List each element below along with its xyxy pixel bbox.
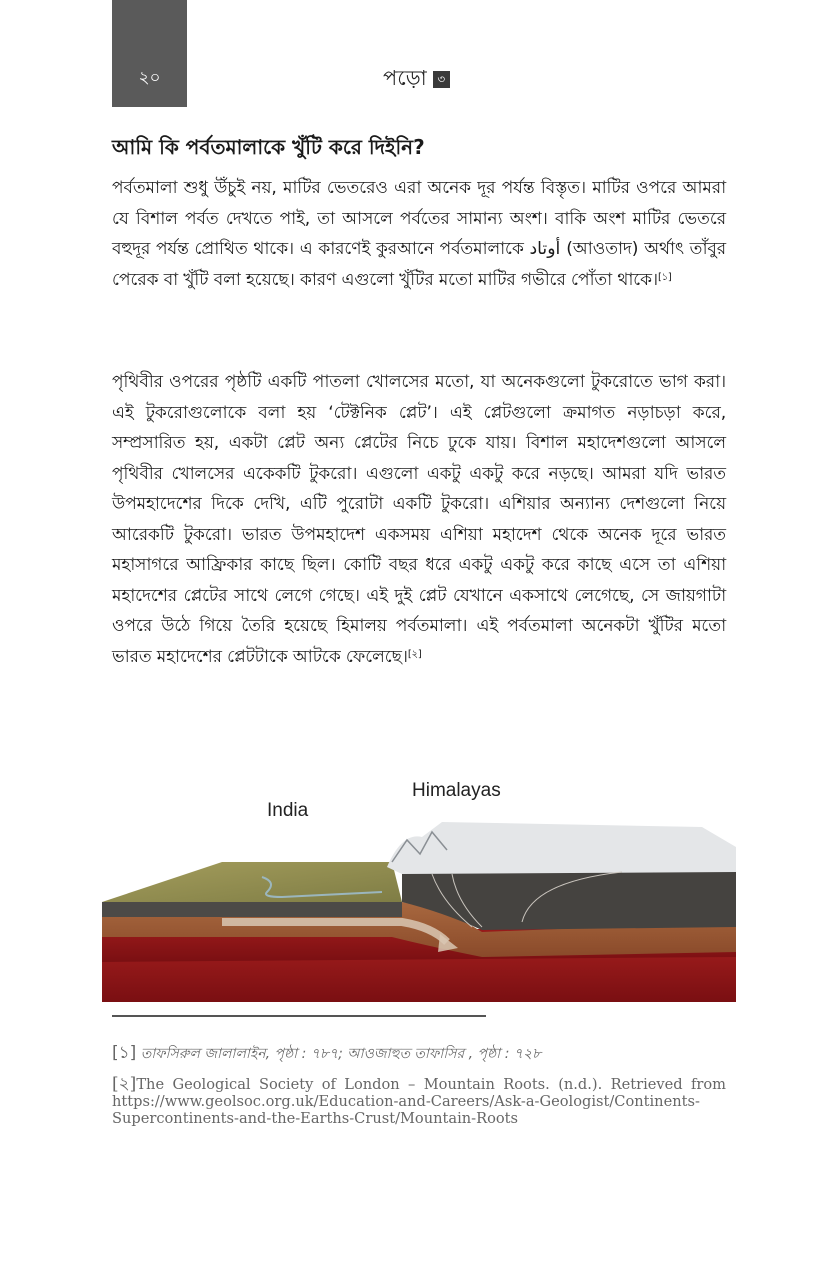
footnote-1-text: তাফসিরুল জালালাইন, পৃষ্ঠা : ৭৮৭; আওজাহুত তাফাসির , পৃষ্ঠা : ৭২৮ xyxy=(136,1046,542,1062)
tectonic-collision-illustration xyxy=(102,762,736,1002)
footnote-ref-1[interactable]: [১] xyxy=(657,271,672,283)
label-india: India xyxy=(267,800,309,821)
footnote-2-text[interactable]: The Geological Society of London – Mountain Roots. (n.d.). Retrieved from https://www.geolsoc.org.uk/Education-and-Careers/Ask-a-Geologist/Continents-Supercontinents-and-the-Earths-Crust/Mountain-Roots xyxy=(112,1076,726,1127)
footnote-divider xyxy=(112,1015,486,1017)
paragraph-2 xyxy=(112,367,726,672)
chapter-badge: ৩ xyxy=(433,71,450,88)
footnote-1-mark: [১] xyxy=(112,1043,137,1063)
footnote-2 xyxy=(112,1076,726,1127)
page-number: ২০ xyxy=(138,68,161,88)
footnote-2-mark: [২] xyxy=(112,1074,137,1094)
footnote-1 xyxy=(112,1040,726,1068)
paragraph-1-text: পর্বতমালা শুধু উঁচুই নয়, মাটির ভেতরেও এরা অনেক দূর পর্যন্ত বিস্তৃত। মাটির ওপরে আমরা যে বিশাল পর্বত দেখতে পাই, তা আসলে পর্বতের সামান্য অংশ। বাকি অংশ মাটির ভেতরে বহুদূর পর্যন্ত প্রোথিত থাকে। এ কারণেই কুরআনে পর্বতমালাকে أوتاد (আওতাদ) অর্থাৎ তাঁবুর পেরেক বা খুঁটি বলা হয়েছে। কারণ এগুলো খুঁটির মতো মাটির গভীরে পোঁতা থাকে। xyxy=(112,178,726,290)
running-head xyxy=(383,62,450,97)
footnote-ref-2[interactable]: [২] xyxy=(407,648,422,660)
paragraph-1 xyxy=(112,173,726,295)
page-number-tab xyxy=(112,0,187,107)
running-title: পড়ো xyxy=(383,66,427,90)
paragraph-2-text: পৃথিবীর ওপরের পৃষ্ঠটি একটি পাতলা খোলসের মতো, যা অনেকগুলো টুকরোতে ভাগ করা। এই টুকরোগুলোকে বলা হয় ‘টেক্টনিক প্লেট’। এই প্লেটগুলো ক্রমাগত নড়াচড়া করে, সম্প্রসারিত হয়, একটা প্লেট অন্য প্লেটের নিচে ঢুকে যায়। বিশাল মহাদেশগুলো আসলে পৃথিবীর খোলসের একেকটি টুকরো। এগুলো একটু একটু করে নড়ছে। আমরা যদি ভারত উপমহাদেশের দিকে দেখি, এটি পুরোটা একটি টুকরো। এশিয়ার অন্যান্য দেশগুলো নিয়ে আরেকটি টুকরো। ভারত উপমহাদেশ একসময় এশিয়া মহাদেশ থেকে অনেক দূরে ভারত মহাসাগরে আফ্রিকার কাছে ছিল। কোটি বছর ধরে একটু একটু করে কাছে এসে তা এশিয়া মহাদেশের প্লেটের সাথে লেগে গেছে। এই দুই প্লেট যেখানে একসাথে লেগেছে, সে জায়গাটা ওপরে উঠে গিয়ে তৈরি হয়েছে হিমালয় পর্বতমালা। এই পর্বতমালা অনেকটা খুঁটির মতো ভারত মহাদেশের প্লেটটাকে আটকে ফেলেছে। xyxy=(112,372,726,667)
section-heading: আমি কি পর্বতমালাকে খুঁটি করে দিইনি? xyxy=(112,135,425,159)
label-himalayas: Himalayas xyxy=(412,780,501,801)
